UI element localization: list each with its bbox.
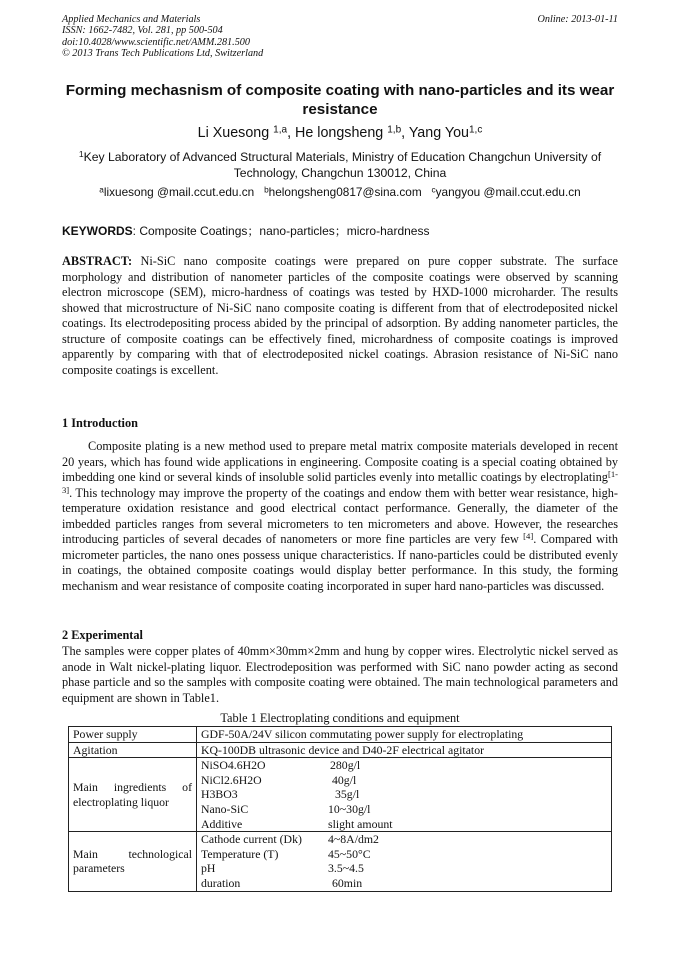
intro-text: . Compared with micrometer particles, the nano ones possess unique characteristics. If nano-particles could be distributed evenly in coatings, the obtained composite coatings would display better performance. In this study, the forming mechanism and wear resistance of composite coating incorporated in super hard nano-particles was discussed. <box>62 532 618 593</box>
abstract-label: ABSTRACT: <box>62 254 133 268</box>
online-date: Online: 2013-01-11 <box>537 14 618 25</box>
table-row <box>69 758 612 832</box>
table-cell: KQ-100DB ultrasonic device and D40-2F electrical agitator <box>197 742 612 758</box>
introduction-paragraph <box>62 439 618 594</box>
table-cell <box>69 832 197 891</box>
abstract <box>62 254 618 378</box>
row-label: Main technological <box>73 846 192 861</box>
ingredient-name: NiCl2.6H2O <box>201 772 262 787</box>
table-row <box>69 742 612 758</box>
email-sup: b <box>264 185 269 195</box>
copyright-line: © 2013 Trans Tech Publications Ltd, Switzerland <box>62 47 264 59</box>
author-sup: 1,a <box>273 124 288 136</box>
ingredient-value: 40g/l <box>332 772 357 787</box>
doi-line: doi:10.4028/www.scientific.net/AMM.281.500 <box>62 36 250 48</box>
table-caption: Table 1 Electroplating conditions and equipment <box>220 711 460 725</box>
parameter-value: 60min <box>332 875 363 890</box>
keywords-text: : Composite Coatings；nano-particles；micro-hardness <box>132 224 430 238</box>
citation: [4] <box>523 531 534 542</box>
parameter-value: 45~50°C <box>328 846 371 861</box>
table-row <box>69 727 612 743</box>
keywords-label: KEYWORDS <box>62 224 133 238</box>
author-name: He longsheng <box>295 125 388 141</box>
affiliation-text: Key Laboratory of Advanced Structural Materials, Ministry of Education Changchun University of Technology, Changchun 130012, China <box>83 150 602 180</box>
email-list <box>62 185 618 199</box>
journal-header <box>62 14 618 59</box>
row-label: electroplating liquor <box>73 794 169 809</box>
author-name: Yang You <box>408 125 469 141</box>
ingredient-name: Additive <box>201 816 243 831</box>
email-address[interactable]: lixuesong @mail.ccut.edu.cn <box>103 185 255 199</box>
ingredient-value: 35g/l <box>335 787 360 802</box>
email-sup: a <box>99 185 104 195</box>
table-cell: GDF-50A/24V silicon commutating power supply for electroplating <box>197 727 612 743</box>
section-heading-introduction: 1 Introduction <box>62 416 138 430</box>
email-sup: c <box>431 185 436 195</box>
table-cell <box>197 758 612 832</box>
parameter-name: duration <box>201 875 241 890</box>
paper-title: Forming mechasnism of composite coating with nano-particles and its wear resistance <box>65 82 615 118</box>
parameter-value: 4~8A/dm2 <box>328 832 379 847</box>
table-cell <box>197 832 612 891</box>
ingredient-name: NiSO4.6H2O <box>201 758 266 773</box>
parameter-name: Cathode current (Dk) <box>201 832 302 847</box>
ingredient-value: slight amount <box>328 816 393 831</box>
ingredient-value: 280g/l <box>330 758 361 773</box>
abstract-text: Ni-SiC nano composite coatings were prepared on pure copper substrate. The surface morphology and distribution of nanometer particles of the composite coatings were observed by scanning electron microscope (SEM), micro-hardness of coatings was tested by HXD-1000 microharder. The results showed that microstructure of Ni-SiC nano composite coating is different from that of electrodeposited nickel coatings. Its electrodepositing process abided by the principal of adsorption. By adding nanometer particles, the structure of composite coatings can be effectively fined, microhardness of composite coatings is improved apparently by comparing with that of electrodeposited nickel coatings. Abrasion resistance of Ni-SiC nano composite coatings is excellent. <box>62 254 618 377</box>
citation: [1-3] <box>62 469 618 495</box>
author-name: Li Xuesong <box>197 125 274 141</box>
table-cell <box>69 758 197 832</box>
author-list: Li Xuesong $^{1,a}$, He longsheng $^{1,b}$, Yang You$^{1,c}$ <box>197 124 483 141</box>
parameter-value: 3.5~4.5 <box>328 861 364 876</box>
table-cell: Agitation <box>69 742 197 758</box>
parameter-name: pH <box>201 861 216 876</box>
issn-line: ISSN: 1662-7482, Vol. 281, pp 500-504 <box>62 25 223 37</box>
table-row <box>69 832 612 891</box>
table-cell: Power supply <box>69 727 197 743</box>
intro-text: . This technology may improve the property of the coatings and endow them with better wear resistance, high-temperature oxidation resistance and good electrical contact performance. Generally, the diameter of the imbedded particles ranges from several micrometers to ten micrometers and above. However, the researches introducing particles of several decades of nanometers or more fine particles are very few <box>62 485 618 546</box>
email-address[interactable]: yangyou @mail.ccut.edu.cn <box>435 185 581 199</box>
experimental-paragraph: The samples were copper plates of 40mm×30mm×2mm and hung by copper wires. Electrolytic nickel served as anode in Walt nickel-plating liquor. Electrodeposition was performed with SiC nano powder acting as second phase particle and so the samples with composite coating were obtained. The main technological parameters and equipment are shown in Table1. <box>62 644 618 705</box>
keywords <box>62 222 618 239</box>
row-label: parameters <box>73 861 125 876</box>
parameter-name: Temperature (T) <box>201 846 279 861</box>
author-sup: 1,b <box>387 124 402 136</box>
ingredient-name: H3BO3 <box>201 787 238 802</box>
author-sup: 1,c <box>469 124 483 136</box>
ingredient-name: Nano-SiC <box>201 801 249 816</box>
intro-text: Composite plating is a new method used to prepare metal matrix composite materials developed in recent 20 years, which has found wide applications in engineering. Composite coating is a special coating obtained by imbedding one kind or several kinds of insoluble solid particles evenly into metallic coatings by electroplating <box>62 439 618 484</box>
section-heading-experimental: 2 Experimental <box>62 628 143 642</box>
affiliation <box>70 149 610 181</box>
row-label: Main ingredients of <box>73 780 192 795</box>
ingredient-value: 10~30g/l <box>328 801 371 816</box>
electroplating-table <box>68 726 612 892</box>
email-address[interactable]: helongsheng0817@sina.com <box>268 185 422 199</box>
affiliation-sup: 1 <box>78 149 84 160</box>
journal-name: Applied Mechanics and Materials <box>62 14 201 25</box>
